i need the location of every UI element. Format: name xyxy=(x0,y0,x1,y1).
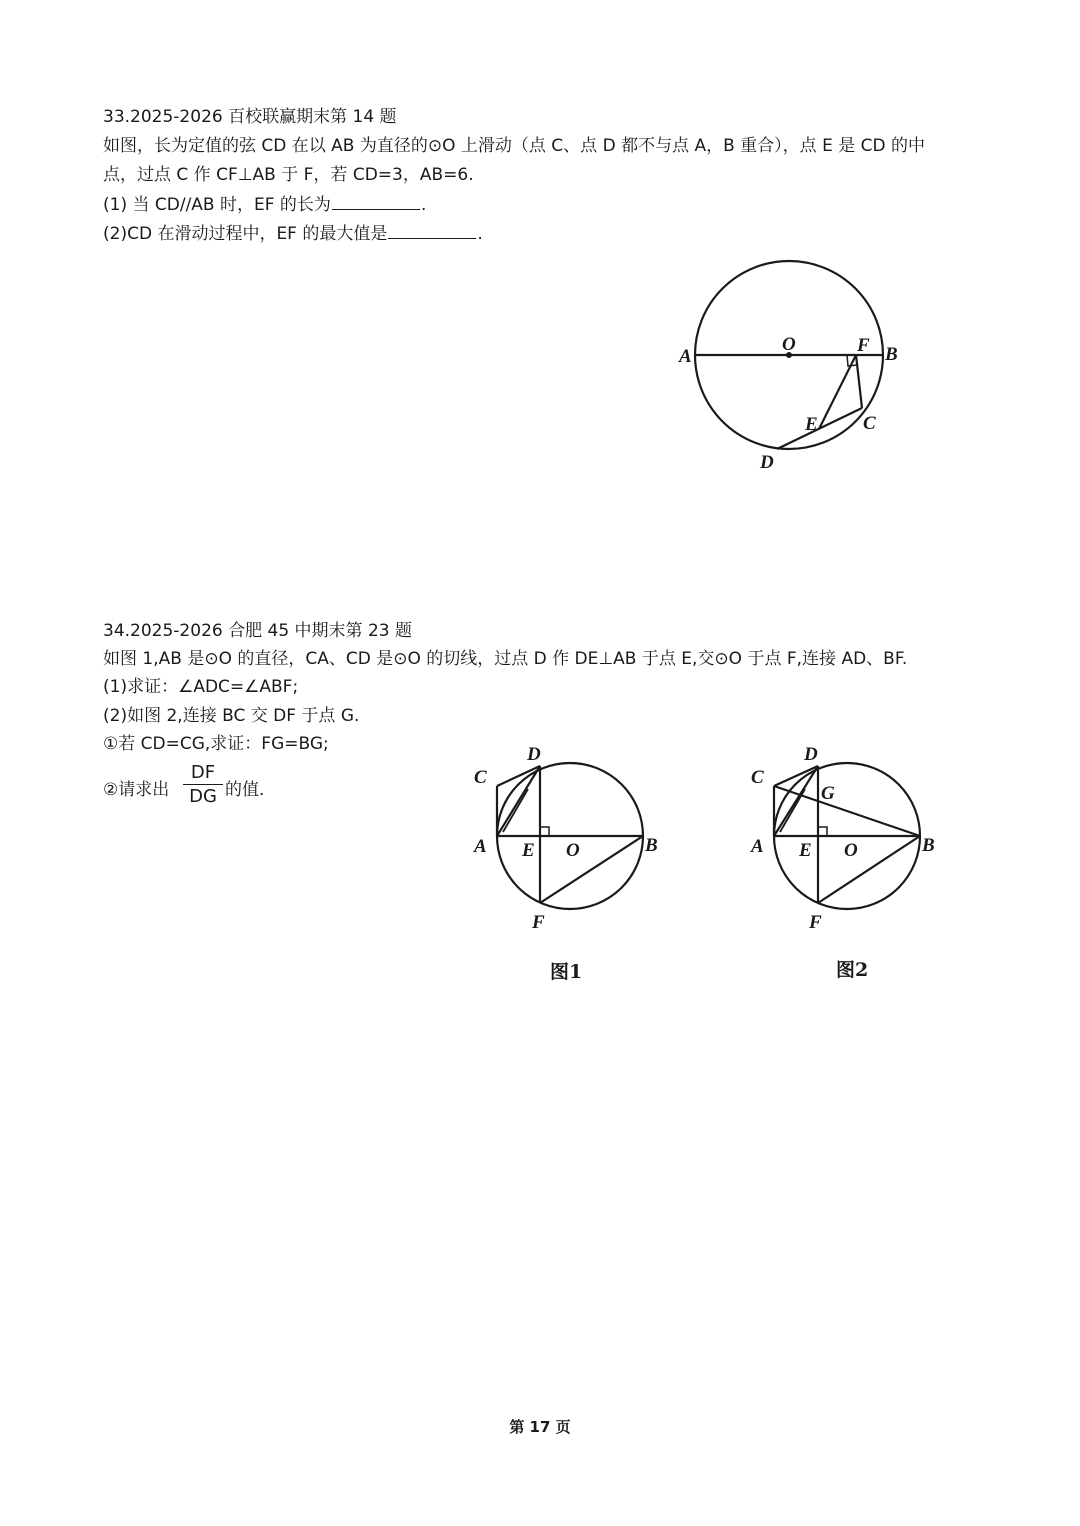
fraction-numerator: DF xyxy=(183,762,223,785)
fig1-label-c: C xyxy=(474,767,487,788)
fig1-label-d: D xyxy=(527,744,541,765)
fig2-label-c: C xyxy=(751,767,764,788)
fig1-label-o: O xyxy=(566,840,580,861)
question2b-suffix: 的值. xyxy=(225,780,265,800)
segment-bc-fig2 xyxy=(774,786,920,836)
problem34-question2a: ①若 CD=CG,求证：FG=BG; xyxy=(103,734,329,754)
label-o: O xyxy=(782,334,796,355)
fig2-label-f: F xyxy=(809,912,822,933)
problem33-question1-text: (1) 当 CD//AB 时，EF 的长为 xyxy=(103,195,331,215)
problem34-header: 34.2025-2026 合肥 45 中期末第 23 题 xyxy=(103,621,412,641)
fig1-label-a: A xyxy=(474,836,487,857)
label-e: E xyxy=(805,414,818,435)
segment-cf xyxy=(856,355,862,408)
fig1-label-b: B xyxy=(645,835,658,856)
figure2-caption: 图2 xyxy=(836,959,869,981)
problem34-question2: (2)如图 2,连接 BC 交 DF 于点 G. xyxy=(103,706,360,726)
label-b: B xyxy=(885,344,898,365)
right-angle-mark-e-fig2 xyxy=(818,827,827,836)
figure-33 xyxy=(678,261,898,473)
right-angle-mark-e-fig1 xyxy=(540,827,549,836)
hatch-line-1-fig1 xyxy=(503,789,528,832)
fig2-label-b: B xyxy=(922,835,935,856)
problem33-stem-line2: 点，过点 C 作 CF⊥AB 于 F，若 CD=3，AB=6. xyxy=(103,165,474,185)
segment-bf-fig2 xyxy=(818,836,920,903)
problem33-question2-end: . xyxy=(477,224,483,244)
page-number: 第 17 页 xyxy=(509,1418,571,1436)
problem33-header: 33.2025-2026 百校联赢期末第 14 题 xyxy=(103,107,397,127)
question2b-prefix: ②请求出 xyxy=(103,780,170,800)
fig2-label-e: E xyxy=(799,840,812,861)
figure-34-2 xyxy=(750,744,935,933)
label-d: D xyxy=(760,452,774,473)
fig2-label-a: A xyxy=(751,836,764,857)
label-f: F xyxy=(857,335,870,356)
segment-bf-fig1 xyxy=(540,836,643,903)
hatch-line-1-fig2 xyxy=(780,789,805,832)
label-c: C xyxy=(863,413,876,434)
problem33-question1-end: . xyxy=(420,195,427,215)
problem34-stem: 如图 1,AB 是⊙O 的直径，CA、CD 是⊙O 的切线，过点 D 作 DE⊥AB 于点 E,交⊙O 于点 F,连接 AD、BF. xyxy=(103,649,908,669)
fig1-label-f: F xyxy=(532,912,545,933)
fraction-denominator: DG xyxy=(189,786,217,807)
label-a: A xyxy=(679,346,692,367)
fig2-label-d: D xyxy=(804,744,818,765)
fig2-label-o: O xyxy=(844,840,858,861)
problem34-question1: (1)求证：∠ADC=∠ABF; xyxy=(103,677,299,697)
figure1-caption: 图1 xyxy=(550,961,583,983)
fig1-label-e: E xyxy=(522,840,535,861)
problem33-question2-text: (2)CD 在滑动过程中，EF 的最大值是 xyxy=(103,224,388,244)
fig2-label-g: G xyxy=(821,783,835,804)
figure-34-1 xyxy=(473,744,658,933)
problem33-stem-line1: 如图，长为定值的弦 CD 在以 AB 为直径的⊙O 上滑动（点 C、点 D 都不与点 A，B 重合），点 E 是 CD 的中 xyxy=(103,136,925,156)
